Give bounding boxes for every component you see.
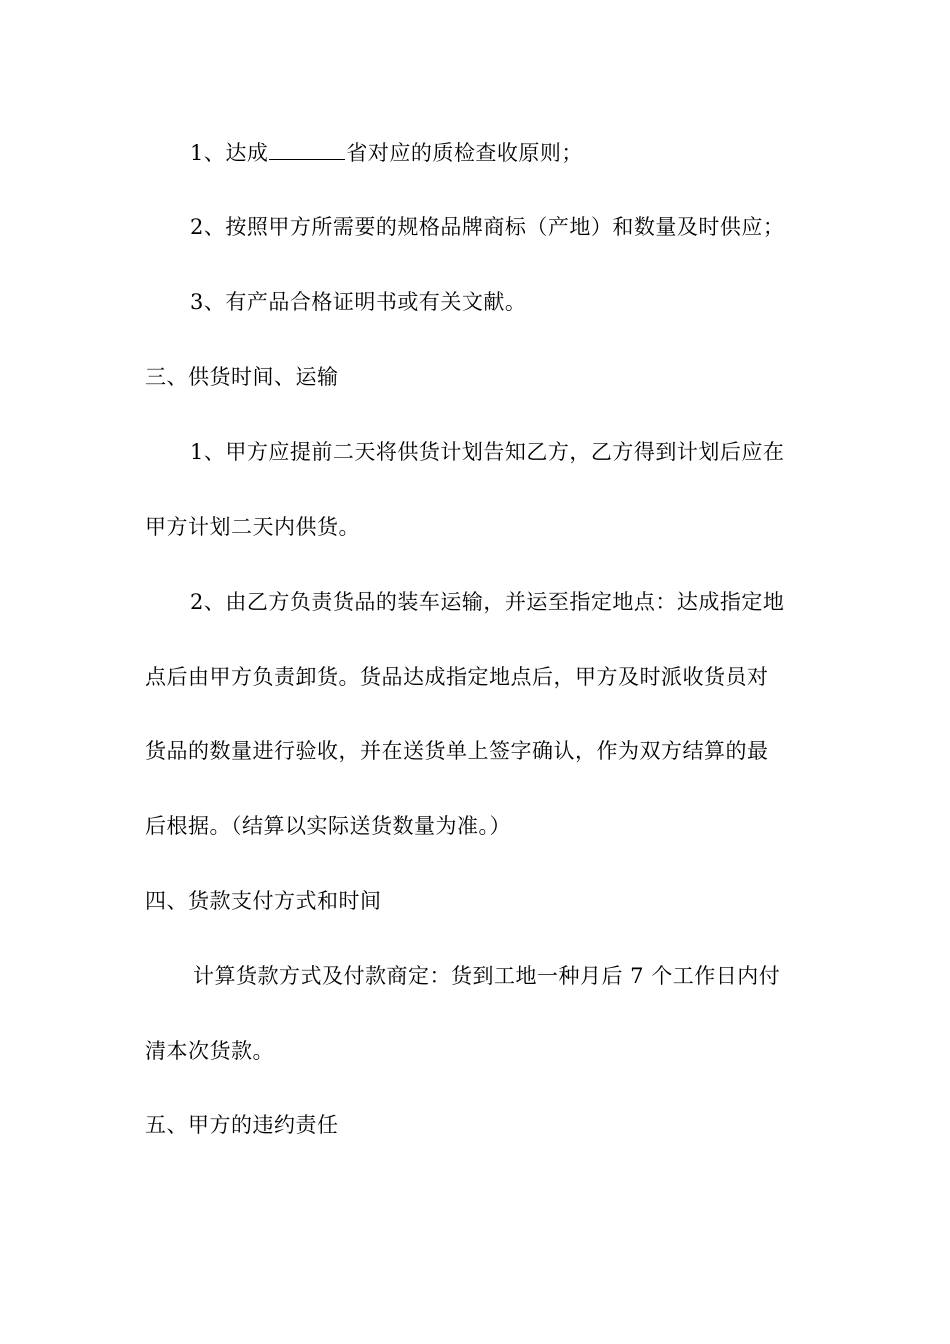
clause-text: 省对应的质检查收原则； [346, 141, 583, 165]
section-heading-5: 五、甲方的违约责任 [145, 1113, 339, 1137]
section-heading-3: 三、供货时间、运输 [145, 365, 339, 389]
clause-transport-cont-2: 货品的数量进行验收，并在送货单上签字确认，作为双方结算的最 [145, 739, 769, 763]
fill-in-blank[interactable] [269, 139, 345, 160]
clause-certificate: 3、有产品合格证明书或有关文献。 [190, 290, 527, 314]
clause-supply-plan: 1、甲方应提前二天将供货计划告知乙方，乙方得到计划后应在 [190, 440, 785, 464]
clause-payment: 计算货款方式及付款商定：货到工地一种月后 7 个工作日内付 [193, 964, 781, 988]
clause-text: 1、达成 [190, 141, 269, 165]
clause-supply-spec: 2、按照甲方所需要的规格品牌商标（产地）和数量及时供应； [190, 215, 785, 239]
clause-transport-cont-3: 后根据。（结算以实际送货数量为准。） [145, 814, 511, 838]
clause-transport: 2、由乙方负责货品的装车运输，并运至指定地点：达成指定地 [190, 590, 785, 614]
clause-quality-standard [190, 138, 810, 168]
clause-transport-cont-1: 点后由甲方负责卸货。货品达成指定地点后，甲方及时派收货员对 [145, 665, 769, 689]
clause-payment-cont: 清本次货款。 [145, 1039, 274, 1063]
clause-supply-plan-cont: 甲方计划二天内供货。 [145, 515, 360, 539]
section-heading-4: 四、货款支付方式和时间 [145, 889, 382, 913]
